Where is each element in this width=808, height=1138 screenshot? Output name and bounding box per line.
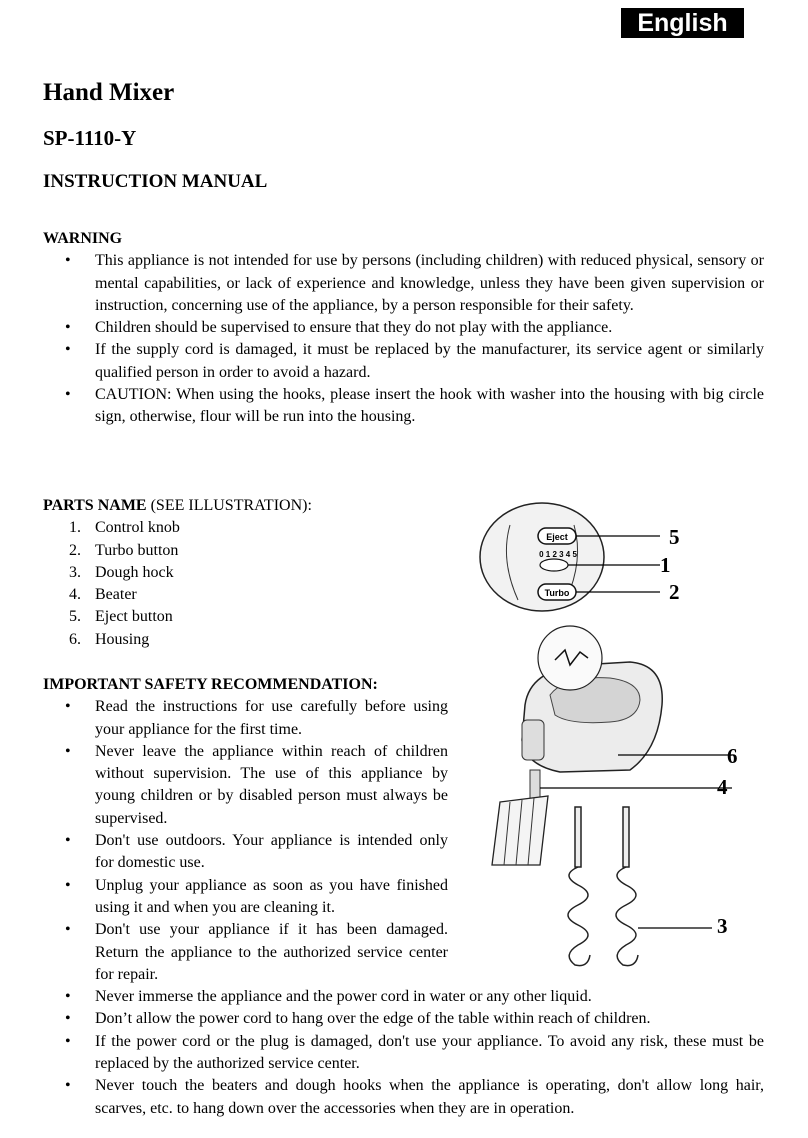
parts-heading-rest: (SEE ILLUSTRATION):	[146, 497, 312, 514]
list-item: • Never leave the appliance within reach of children without supervision. The use of this appliance by young children or by disabled person must always be supervised.	[43, 741, 448, 830]
list-item: • CAUTION: When using the hooks, please insert the hook with washer into the housing with big circle sign, otherwise, flour will be run into the housing.	[43, 384, 764, 429]
list-item: 5. Eject button	[69, 608, 173, 626]
list-item: • Don’t allow the power cord to hang over the edge of the table within reach of children.	[43, 1008, 764, 1030]
safety-list-full	[43, 986, 764, 1120]
warning-section	[43, 228, 764, 429]
control-knob	[540, 559, 568, 571]
callout-3: 3	[717, 914, 728, 938]
list-item: • Children should be supervised to ensure that they do not play with the appliance.	[43, 317, 764, 339]
turbo-label: Turbo	[544, 588, 570, 598]
speed-scale-label: 0 1 2 3 4 5	[539, 550, 577, 559]
parts-list	[43, 517, 443, 651]
list-item: 6. Housing	[69, 630, 150, 648]
safety-list-narrow	[43, 696, 448, 986]
document-title: Hand Mixer	[43, 79, 175, 106]
callout-5: 5	[669, 525, 680, 549]
list-item: 3. Dough hock	[69, 563, 174, 581]
parts-heading-bold: PARTS NAME	[43, 497, 147, 514]
callout-6: 6	[727, 744, 738, 768]
list-item: • Never touch the beaters and dough hooks when the appliance is operating, don't allow long hair, scarves, etc. to hang down over the accessories when they are in operation.	[43, 1075, 764, 1120]
callout-2: 2	[669, 580, 680, 604]
callout-1: 1	[660, 553, 671, 577]
list-item: • Unplug your appliance as soon as you have finished using it and when you are cleaning it.	[43, 875, 448, 920]
safety-section	[43, 674, 764, 1120]
list-item: 4. Beater	[69, 586, 137, 604]
list-item: • This appliance is not intended for use by persons (including children) with reduced physical, sensory or mental capabilities, or lack of experience and knowledge, unless they have been given supervision or instruction, concerning use of the appliance, by a person responsible for their safety.	[43, 250, 764, 317]
model-number: SP-1110-Y	[43, 126, 137, 150]
list-item: • Don't use outdoors. Your appliance is intended only for domestic use.	[43, 830, 448, 875]
callout-4: 4	[717, 775, 728, 799]
list-item: • Never immerse the appliance and the power cord in water or any other liquid.	[43, 986, 764, 1008]
list-item: • If the power cord or the plug is damaged, don't use your appliance. To avoid any risk, these must be replaced by the authorized service center.	[43, 1031, 764, 1076]
list-item: 2. Turbo button	[69, 541, 179, 559]
language-badge: English	[621, 8, 744, 38]
safety-heading: IMPORTANT SAFETY RECOMMENDATION:	[43, 676, 378, 693]
list-item: • Read the instructions for use carefully before using your appliance for the first time.	[43, 696, 448, 741]
list-item: • If the supply cord is damaged, it must be replaced by the manufacturer, its service agent or similarly qualified person in order to avoid a hazard.	[43, 339, 764, 384]
list-item: 1. Control knob	[69, 519, 180, 537]
warning-heading: WARNING	[43, 230, 123, 247]
parts-heading	[43, 495, 443, 517]
parts-section	[43, 495, 443, 651]
document-type: INSTRUCTION MANUAL	[43, 171, 268, 192]
list-item: • Don't use your appliance if it has been damaged. Return the appliance to the authorized service center for repair.	[43, 919, 448, 986]
eject-label: Eject	[546, 532, 568, 542]
warning-list	[43, 250, 764, 428]
